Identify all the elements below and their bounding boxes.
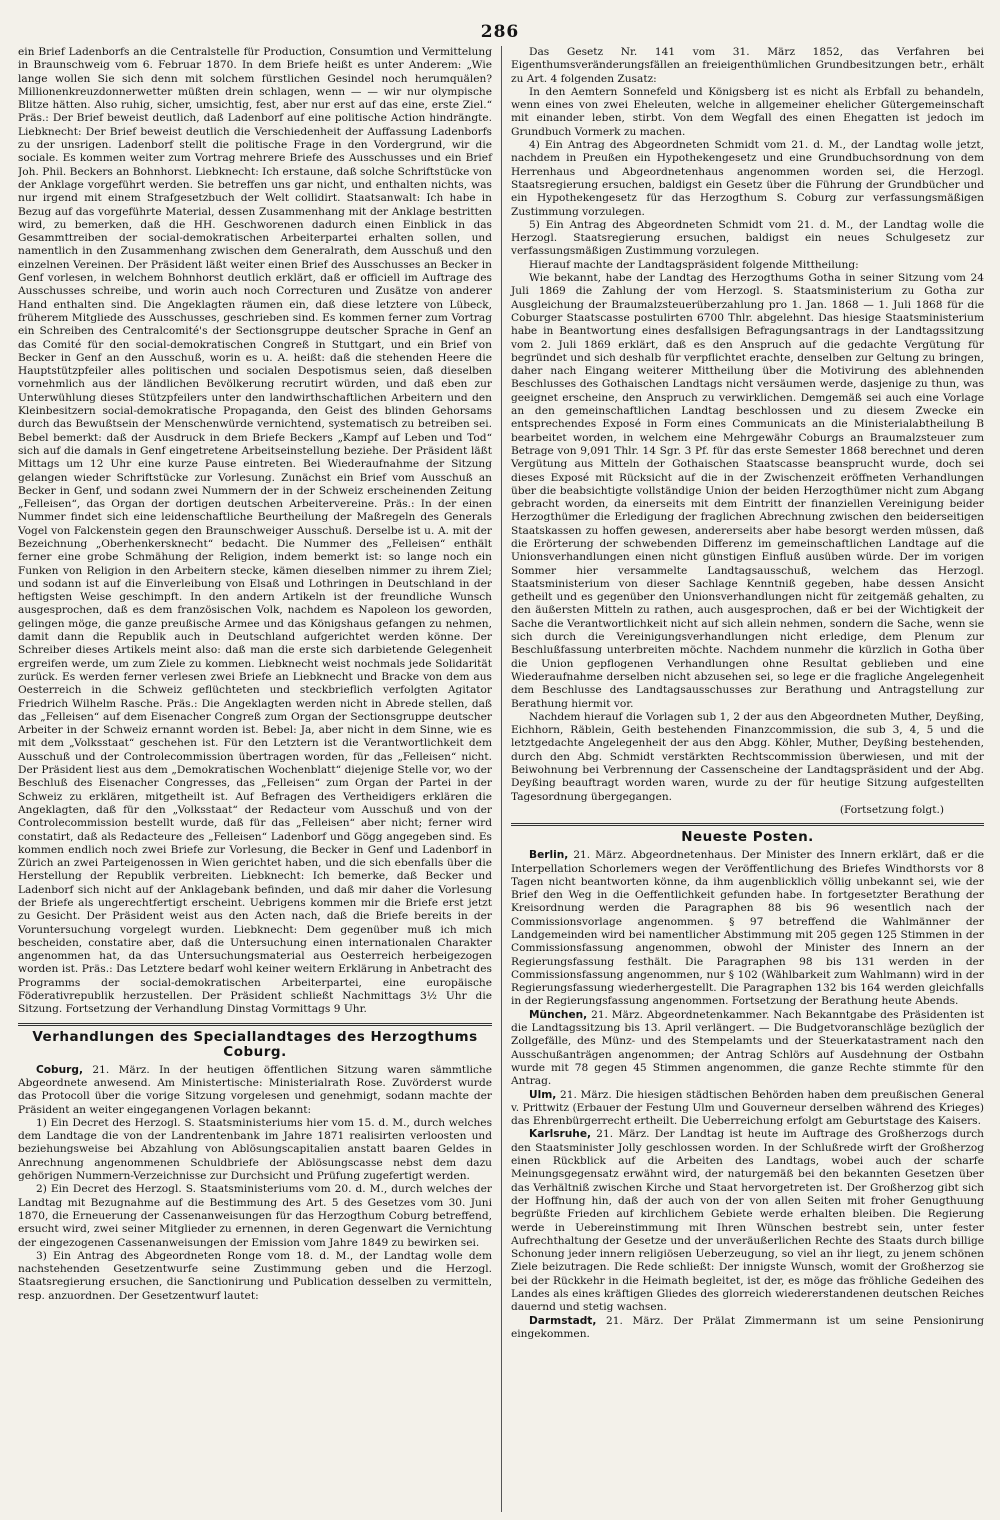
law-text: Das Gesetz Nr. 141 vom 31. März 1852, das Verfahren bei Eigenthumsveränderungsfällen an freieigenthümlichen Grundbesitzungen betr., erhält zu Art. 4 folgenden Zusatz: bbox=[511, 46, 984, 85]
darmstadt-dateline: Darmstadt, bbox=[529, 1314, 597, 1327]
berlin-dateline: Berlin, bbox=[529, 849, 569, 862]
ulm-dateline: Ulm, bbox=[529, 1088, 557, 1101]
trial-report-paragraph: ein Brief Ladenborfs an die Centralstelle für Production, Consumtion und Vermittelung in Braunschweig vom 6. Februar 1870. In dem Briefe heißt es unter Anderem: „Wie lange wollen Sie sich denn mit solchem fürstlichen Gesindel noch herumquälen? Millionenkreuzdonnerwetter müßten drein schlagen, wenn — — wir nur olympische Blitze hätten. Also ruhig, sicher, umsichtig, fest, aber nur erst auf das eine, erste Ziel.“ Präs.: Der Brief beweist deutlich, daß Ladenborf auf eine politische Action hindrängte. Liebknecht: Der Brief beweist deutlich die Verschiedenheit der Auffassung Ladenborfs zu der unsrigen. Ladenborf stellt die politische Frage in den Vordergrund, wir die sociale. Es kommen weiter zum Vortrag mehrere Briefe des Ausschusses und ein Brief Joh. Phil. Beckers an Bohnhorst. Liebknecht: Ich erstaune, daß solche Schriftstücke von der Anklage vorgeführt werden. Sie betreffen uns gar nicht, und enthalten nichts, was nur irgend mit einem Strafgesetzbuch der Welt collidirt. Staatsanwalt: Ich habe in Bezug auf das vorgeführte Material, dessen Zusammenhang mit der Anklage bestritten wird, zu bemerken, daß die HH. Geschworenen dadurch einen Einblick in das Gesammttreiben der social-demokratischen Arbeiterpartei erhalten sollen, und namentlich in den Zusammenhang zwischen dem Generalrath, dem Ausschuß und den einzelnen Vereinen. Der Präsident läßt weiter einen Brief des Ausschusses an Becker in Genf vorlesen, in welchem Bohnhorst deutlich erklärt, daß er officiell im Auftrage des Ausschusses schreibe, und worin auch noch Correcturen und Zusätze von anderer Hand enthalten sind. Die Angeklagten räumen ein, daß diese letztere von Lübeck, früherem Mitgliede des Ausschusses, geschrieben sind. Es kommen ferner zum Vortrag ein Schreiben des Centralcomité's der Sectionsgruppe deutscher Sprache in Genf an das Comité für den social-demokratischen Congreß in Stuttgart, und ein Brief von Becker in Genf an den Ausschuß, worin es u. A. heißt: daß die stehenden Heere die Hauptstützpfeiler alles politischen und socialen Despotismus seien, daß dieselben vornehmlich aus der ländlichen Bevölkerung recrutirt würden, und daß eben zur Unterwühlung dieses Stützpfeilers unter den landwirthschaftlichen Arbeitern und den Kleinbesitzern social-demokratische Propaganda, den Geist des blinden Gehorsams durch das Bewußtsein der Menschenwürde vernichtend, systematisch zu betreiben sei. Bebel bemerkt: daß der Ausdruck in dem Briefe Beckers „Kampf auf Leben und Tod“ sich auf die damals in Genf eingetretene Arbeitseinstellung beziehe. Der Präsident läßt Mittags um 12 Uhr eine kurze Pause eintreten. Bei Wiederaufnahme der Sitzung gelangen wieder Schriftstücke zur Vorlesung. Zunächst ein Brief vom Ausschuß an Becker in Genf, und sodann zwei Nummern der in der Schweiz erscheinenden Zeitung „Felleisen“, das Organ der dortigen deutschen Arbeitervereine. Präs.: In der einen Nummer findet sich eine leidenschaftliche Beurtheilung der Maßregeln des Generals Vogel von Falckenstein gegen den Braunschweiger Ausschuß. Derselbe ist u. A. mit der Bezeichnung „Oberhenkersknecht“ bedacht. Die Nummer des „Felleisen“ enthält ferner eine grobe Schmähung der Religion, indem bemerkt ist: so lange noch ein Funken von Religion in den Arbeitern stecke, kämen dieselben nimmer zu ihrem Ziel; und sodann ist auf die Einverleibung von Elsaß und Lothringen in Deutschland in der heftigsten Weise geschimpft. In den andern Artikeln ist der freundliche Wunsch ausgesprochen, daß es dem französischen Volk, nachdem es Napoleon los geworden, gelingen möge, die ganze preußische Armee und das Königshaus gefangen zu nehmen, damit dann die Republik auch in Deutschland aufgerichtet werden könne. Der Schreiber dieses Artikels meint also: daß man die erste sich darbietende Gelegenheit ergreifen werde, um zum Ziele zu kommen. Liebknecht weist nochmals jede Solidarität zurück. Es werden ferner verlesen zwei Briefe an Liebknecht und Bracke von dem aus Oesterreich in die Schweiz geflüchteten und steckbrieflich verfolgten Agitator Friedrich Wilhelm Rasche. Präs.: Die Angeklagten werden nicht in Abrede stellen, daß das „Felleisen“ auf dem Eisenacher Congreß zum Organ der Sectionsgruppe deutscher Arbeiter in der Schweiz ernannt worden ist. Bebel: Ja, aber nicht in dem Sinne, wie es mit dem „Volksstaat“ geschehen ist. Für den Letztern ist die Verantwortlichkeit dem Ausschuß und der Controlecommission übertragen worden, für das „Felleisen“ nicht. Der Präsident liest aus dem „Demokratischen Wochenblatt“ diejenige Stelle vor, wo der Beschluß des Eisenacher Congresses, das „Felleisen“ zum Organ der Partei in der Schweiz zu erklären, mitgetheilt ist. Auf Befragen des Vertheidigers erklären die Angeklagten, daß für den „Volksstaat“ der Redacteur vom Ausschuß und von der Controlecommission bestellt wurde, daß für das „Felleisen“ aber nicht; ferner wird constatirt, daß als Redacteure des „Felleisen“ Ladenborf und Gögg angegeben sind. Es kommen endlich noch zwei Briefe zur Vorlesung, die Becker in Genf und Ladenborf in Zürich an zwei Parteigenossen in Wien gerichtet haben, und die sich ebenfalls über die Herstellung der Republik verbreiten. Liebknecht: Ich bemerke, daß Becker und Ladenborf sich nicht auf der Anklagebank befinden, und daß mir daher die Vorlesung der Briefe als ungerechtfertigt erscheint. Uebrigens kommen mir die Briefe erst jetzt zu Gesicht. Der Präsident weist aus den Acten nach, daß die Briefe bereits in der Voruntersuchung vorgelegt wurden. Liebknecht: Dem gegenüber muß ich mich bescheiden, constatire aber, daß die Untersuchung einen internationalen Charakter angenommen hat, da das Untersuchungsmaterial aus Oesterreich herbeigezogen worden ist. Präs.: Das Letztere bedarf wohl keiner weitern Erklärung in Anbetracht des Programms der social-demokratischen Arbeiterpartei, eine europäische Föderativrepublik herzustellen. Der Präsident schließt Nachmittags 3½ Uhr die Sitzung. Fortsetzung der Verhandlung Dinstag Vormittags 9 Uhr. bbox=[18, 46, 492, 1016]
president-intro: Hierauf machte der Landtagspräsident folgende Mittheilung: bbox=[529, 258, 859, 271]
muenchen-text: 21. März. Abgeordnetenkammer. Nach Bekanntgabe des Präsidenten ist die Landtagssitzung bis 13. April verlängert. — Die Budgetvoranschläge bezüglich der Zollgefälle, des Münz- und des Stempelamts und der Steuerkatastrament nach den Ausschußanträgen angenommen; der Antrag Schlörs auf Ausdehnung der Ostbahn wurde mit 78 gegen 45 Stimmen angenommen, die ganze Rechte stimmte für den Antrag. bbox=[511, 1008, 984, 1088]
left-column bbox=[18, 46, 501, 1512]
news-item-berlin bbox=[511, 849, 984, 1009]
ulm-text: 21. März. Die hiesigen städtischen Behörden haben dem preußischen General v. Prittwitz (Erbauer der Festung Ulm und Gouverneur derselben während des Krieges) das Ehrenbürgerrecht ertheilt. Die Ueberreichung erfolgt am Geburtstage des Kaisers. bbox=[511, 1088, 984, 1128]
agenda-item-3: 3) Ein Antrag des Abgeordneten Ronge vom 18. d. M., der Landtag wolle dem nachstehenden Gesetzentwurfe seine Zustimmung geben und die Herzogl. Staatsregierung ersuchen, die Sanctionirung und Publication desselben zu vermitteln, resp. anzuordnen. Der Gesetzentwurf lautet: bbox=[18, 1249, 492, 1302]
news-item-darmstadt bbox=[511, 1315, 984, 1342]
continuation-note: (Fortsetzung folgt.) bbox=[839, 803, 944, 816]
agenda-item-5: 5) Ein Antrag des Abgeordneten Schmidt vom 21. d. M., der Landtag wolle die Herzogl. Staatsregierung ersuchen, baldigst ein neues Schulgesetz zur verfassungsmäßigen Zustimmung vorzulegen. bbox=[511, 218, 984, 258]
coburg-dateline: Coburg, bbox=[36, 1063, 84, 1076]
news-item-karlsruhe bbox=[511, 1128, 984, 1314]
agenda-item-1: 1) Ein Decret des Herzogl. S. Staatsministeriums hier vom 15. d. M., durch welches dem Landtage die von der Landrentenbank im Jahre 1871 realisirten verloosten und beziehungsweise bei Abzahlung von Ablösungscapitalien anstatt baaren Geldes in Anrechnung angenommenen Schuldbriefe der Ablösungscasse nebst dem dazu gehörigen Nummern-Verzeichnisse zur Durchsicht und Prüfung zugefertigt werden. bbox=[18, 1116, 492, 1183]
karlsruhe-text: 21. März. Der Landtag ist heute im Auftrage des Großherzogs durch den Staatsminister Jolly geschlossen worden. In der Schlußrede wirft der Großherzog einen Rückblick auf die Arbeiten des Landtags, wobei auch der scharfe Meinungsgegensatz erwähnt wird, der naturgemäß bei den bekannten Gesetzen über das Verhältniß zwischen Kirche und Staat hervorgetreten ist. Der Großherzog gibt sich der Hoffnung hin, daß der auch von der von allen Seiten mit froher Genugthuung begrüßte Frieden auf kirchlichem Gebiete werde erhalten bleiben. Die Regierung werde in Uebereinstimmung mit Ihren Wünschen bestrebt sein, unter fester Aufrechthaltung der Gesetze und der unveräußerlichen Rechte des Staats durch billige Schonung jeder innern religiösen Ueberzeugung, so viel an ihr liegt, zu jenem schönen Ziele beizutragen. Die Rede schließt: Der innigste Wunsch, womit der Großherzog sie bei der Rückkehr in die Heimath begleitet, ist der, es möge das fröhliche Gedeihen des Landes als eines kräftigen Gliedes des glorreich wiedererstandenen deutschen Reiches dauernd und stetig wachsen. bbox=[511, 1128, 984, 1314]
two-column-layout bbox=[18, 46, 984, 1512]
agenda-item-4: 4) Ein Antrag des Abgeordneten Schmidt vom 21. d. M., der Landtag wolle jetzt, nachdem in Preußen ein Hypothekengesetz und eine Grundbuchsordnung von dem Herrenhaus und Abgeordnetenhaus angenommen worden sei, die Herzogl. Staatsregierung ersuchen, baldigst ein Gesetz über die Führung der Grundbücher und ein Hypothekengesetz für das Herzogthum S. Coburg zur verfassungsmäßigen Zustimmung vorzulegen. bbox=[511, 139, 984, 218]
agenda-item-2: 2) Ein Decret des Herzogl. S. Staatsministeriums vom 20. d. M., durch welches der Landtag mit Bezugnahme auf die Bestimmung des Art. 5 des Gesetzes vom 30. Juni 1870, die Erneuerung der Cassenanweisungen für das Herzogthum Coburg betreffend, ersucht wird, zwei seiner Mitglieder zu ernennen, in deren Gegenwart die Vernichtung der eingezogenen Cassenanweisungen der Emission vom Jahre 1849 zu bewirken sei. bbox=[18, 1183, 492, 1249]
karlsruhe-dateline: Karlsruhe, bbox=[529, 1128, 592, 1141]
closing-paragraph: Nachdem hierauf die Vorlagen sub 1, 2 der aus den Abgeordneten Muther, Deyßing, Eichhorn, Räblein, Geith bestehenden Finanzcommission, die sub 3, 4, 5 und die letztgedachte Angelegenheit der aus den Abgg. Köhler, Muther, Deyßing bestehenden, durch den Abg. Schmidt verstärkten Rechtscommission überwiesen, und mit der Beiwohnung bei Verbrennung der Cassenscheine der Landtagspräsident und der Abg. Deyßing beauftragt worden waren, wurde zu der für heutige Sitzung aufgestellten Tagesordnung übergegangen. bbox=[511, 710, 984, 803]
section-heading-landtag bbox=[18, 1030, 492, 1060]
news-item-muenchen bbox=[511, 1009, 984, 1089]
right-column bbox=[501, 46, 984, 1512]
coburg-intro-text: 21. März. In der heutigen öffentlichen Sitzung waren sämmtliche Abgeordnete anwesend. Am Ministertische: Ministerialrath Rose. Zuvörderst wurde das Protocoll über die vorige Sitzung vorgelesen und genehmigt, sodann machte der Präsident an weiter eingegangenen Vorlagen bekannt: bbox=[18, 1063, 492, 1116]
darmstadt-text: 21. März. Der Prälat Zimmermann ist um seine Pensionirung eingekommen. bbox=[511, 1314, 984, 1340]
section-divider bbox=[18, 1023, 492, 1026]
coburg-report-intro bbox=[18, 1064, 492, 1117]
news-divider bbox=[511, 823, 984, 826]
page-number: 286 bbox=[480, 22, 520, 42]
law-addition: In den Aemtern Sonnefeld und Königsberg ist es nicht als Erbfall zu behandeln, wenn eines von zwei Eheleuten, welche in allgemeiner ehelicher Gütergemeinschaft mit einander leben, stirbt. Von dem Wegfall des einen Ehegatten ist jedoch im Grundbuch Vormerk zu machen. bbox=[511, 85, 984, 138]
news-item-ulm bbox=[511, 1089, 984, 1129]
muenchen-dateline: München, bbox=[529, 1008, 588, 1021]
berlin-text: 21. März. Abgeordnetenhaus. Der Minister des Innern erklärt, daß er die Interpellation Schorlemers wegen der Veröffentlichung des Briefes Windthorsts vor 8 Tagen nicht beantworten könne, da ihm augenblicklich völlig unbekannt sei, wie der Brief den Weg in die Oeffentlichkeit gefunden habe. In fortgesetzter Berathung der Kreisordnung werden die Paragraphen 88 bis 96 wesentlich nach der Commissionsvorlage angenommen. § 97 betreffend die Wahlmänner der Landgemeinden wird bei namentlicher Abstimmung mit 205 gegen 125 Stimmen in der Commissionsfassung angenommen, obwohl der Minister des Innern an der Regierungsfassung festhält. Die Paragraphen 98 bis 131 werden in der Commissionsfassung angenommen, nur § 102 (Wählbarkeit zum Wahlmann) wird in der Regierungsfassung wiederhergestellt. Die Paragraphen 132 bis 164 werden gleichfalls in der Regierungsfassung angenommen. Fortsetzung der Berathung heute Abends. bbox=[511, 849, 984, 1008]
news-heading: Neueste Posten. bbox=[681, 829, 814, 846]
section-heading-line2: Coburg. bbox=[223, 1043, 287, 1060]
president-statement: Wie bekannt, habe der Landtag des Herzogthums Gotha in seiner Sitzung vom 24 Juli 1869 die Zahlung der vom Herzogl. S. Staatsministerium zu Gotha zur Ausgleichung der Braumalzsteuerüberzahlung pro 1. Jan. 1868 — 1. Juli 1868 für die Coburger Staatscasse postulirten 6700 Thlr. abgelehnt. Das hiesige Staatsministerium habe in Beantwortung eines desfallsigen Befragungsantrags in der Landtagssitzung vom 2. Juli 1869 erklärt, daß es den Anspruch auf die gedachte Vergütung für begründet und sich deshalb für verpflichtet erachte, denselben zur Geltung zu bringen, daher nach Eingang weiterer Mittheilung über die Motivirung des ablehnenden Beschlusses des Gothaischen Landtags nicht versäumen werde, dasjenige zu thun, was geeignet erscheine, den Anspruch zu verwirklichen. Demgemäß sei auch eine Vorlage an den gemeinschaftlichen Landtag beschlossen und zu diesem Zwecke ein entsprechendes Exposé in Form eines Communicats an die Ministerialabtheilung B bearbeitet worden, in welchem eine Mehrgewähr Coburgs an Braumalzsteuer zum Betrage von 9,091 Thlr. 14 Sgr. 3 Pf. für das erste Semester 1868 berechnet und deren Vergütung aus Mitteln der Gothaischen Staatscasse beansprucht wurde, doch sei dieses Exposé mit Rücksicht auf die in der Zwischenzeit eröffneten Verhandlungen über die beabsichtigte vollständige Union der beiden Herzogthümer nicht zum Abgang gebracht worden, da einerseits mit dem Eintritt der finanziellen Vereinigung beider Herzogthümer die Erledigung der fraglichen Abrechnung zwischen den beiderseitigen Staatskassen zu hoffen gewesen, andererseits aber habe besorgt werden müssen, daß die Erörterung der schwebenden Differenz im gemeinschaftlichen Landtage auf die Unionsverhandlungen einen nicht günstigen Einfluß ausüben würde. Der im vorigen Sommer hier versammelte Landtagsausschuß, welchem das Herzogl. Staatsministerium von dieser Sachlage Kenntniß gegeben, habe dessen Ansicht getheilt und es gegenüber den Unionsverhandlungen nicht für zeitgemäß gehalten, zu den äußersten Mitteln zu rathen, auch ausgesprochen, daß er bei der Wichtigkeit der Sache die Verantwortlichkeit nicht auf sich allein nehmen, sondern die Sache, wenn sie sich durch die Vereinigungsverhandlungen nicht erledige, dem Plenum zur Beschlußfassung unterbreiten möchte. Nachdem nunmehr die kürzlich in Gotha über die Union gepflogenen Verhandlungen ohne Resultat geblieben und eine Wiederaufnahme derselben nicht abzusehen sei, so lege er die fragliche Angelegenheit dem Beschlusse des Landtagsausschusses zur Berathung und Antragstellung zur Berathung hiermit vor. bbox=[511, 272, 984, 710]
section-heading-line1: Verhandlungen des Speciallandtages des Herzogthums bbox=[32, 1028, 478, 1045]
